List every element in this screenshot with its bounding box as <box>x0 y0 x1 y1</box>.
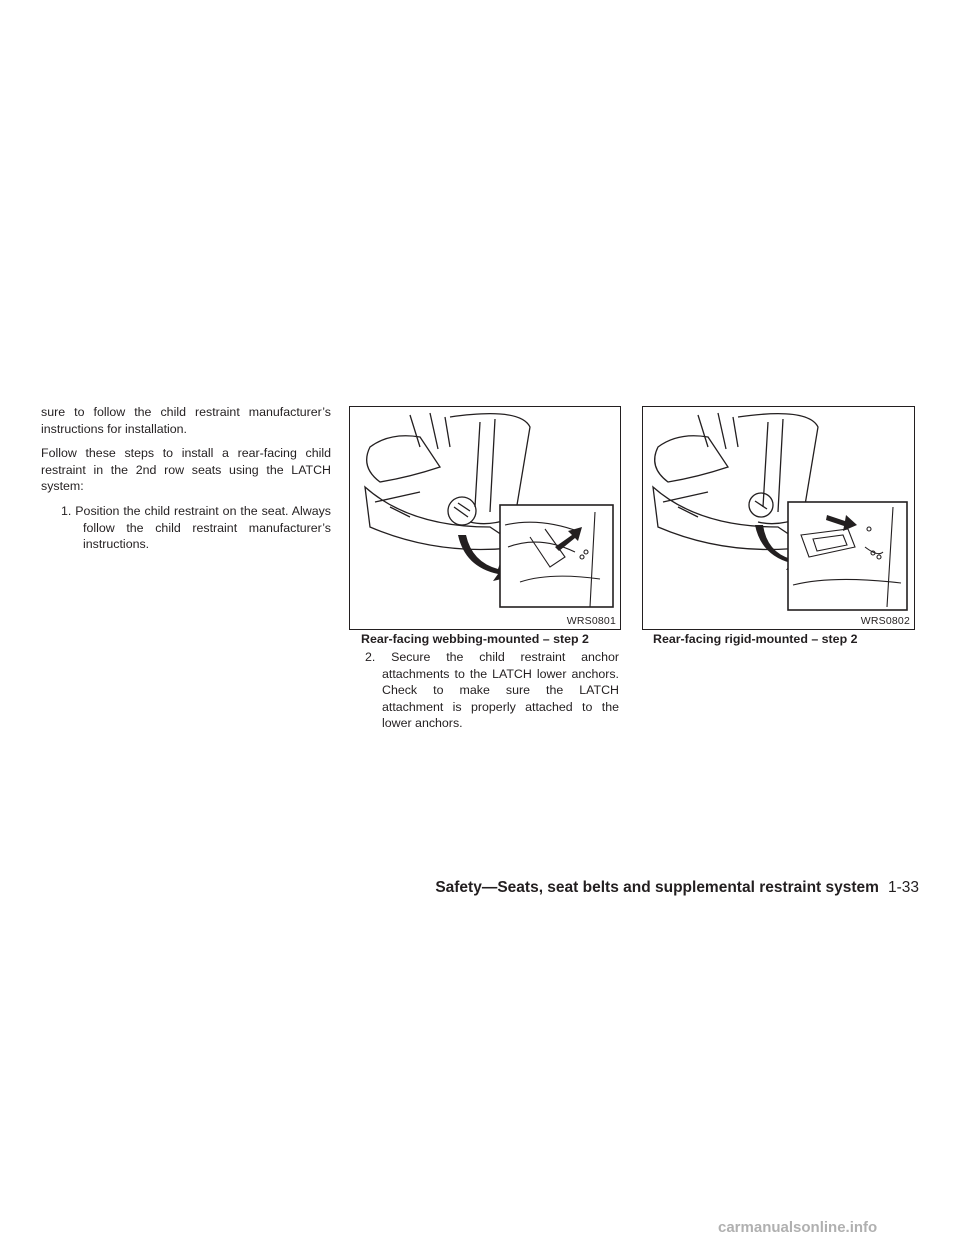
figure-caption: Rear-facing rigid-mounted – step 2 <box>653 632 858 646</box>
step-2: 2. Secure the child restraint anchor attachments to the LATCH lower anchors. Check to make sure the LATCH attachment is properly attached to the lower anchors. <box>365 650 619 731</box>
paragraph-steps-lead: Follow these steps to install a rear-facing child restraint in the 2nd row seats using the LATCH system: <box>41 446 331 494</box>
figure-code: WRS0802 <box>860 615 910 627</box>
left-column-text <box>41 404 331 561</box>
step-1: 1. Position the child restraint on the seat. Always follow the child restraint manufacturer’s instructions. <box>61 503 331 552</box>
middle-column-text <box>357 649 619 732</box>
figure-webbing-mounted <box>349 406 621 630</box>
figure-rigid-mounted <box>642 406 915 630</box>
section-title: Safety—Seats, seat belts and supplemental restraint system <box>435 879 879 896</box>
seat-illustration-rigid <box>643 407 914 629</box>
page-number: 1-33 <box>887 879 919 896</box>
page-footer <box>435 879 919 897</box>
figure-caption: Rear-facing webbing-mounted – step 2 <box>361 632 589 646</box>
seat-illustration-webbing <box>350 407 620 629</box>
paragraph-intro: sure to follow the child restraint manufacturer’s instructions for installation. <box>41 405 331 436</box>
figure-code: WRS0801 <box>566 615 616 627</box>
watermark: carmanualsonline.info <box>718 1219 878 1236</box>
